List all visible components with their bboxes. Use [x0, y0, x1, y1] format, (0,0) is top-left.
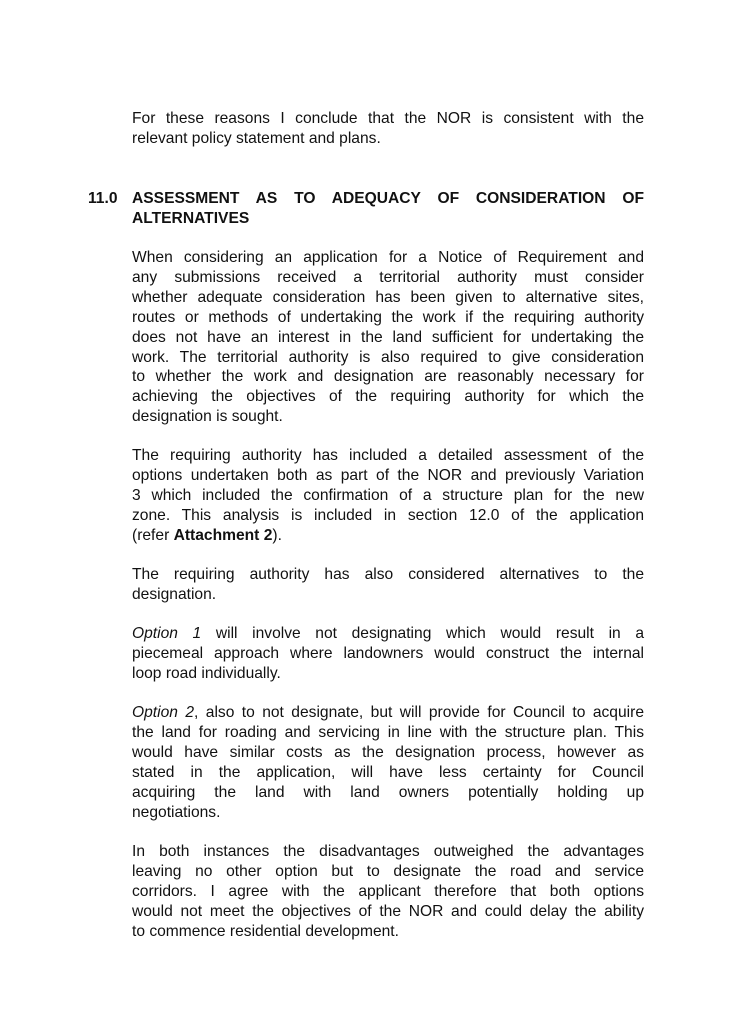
- refer-suffix: ).: [272, 526, 282, 544]
- text-line: [132, 703, 644, 723]
- attachment-reference: Attachment 2: [173, 526, 273, 544]
- text-line: 3 which included the confirmation of a structure plan for the new: [132, 486, 644, 504]
- text-line: the land for roading and servicing in line with the structure plan. This: [132, 723, 644, 741]
- section-title-line: ASSESSMENT AS TO ADEQUACY OF CONSIDERATION OF: [132, 190, 644, 207]
- section-number: 11.0: [88, 190, 118, 207]
- text-line: does not have an interest in the land sufficient for undertaking the: [132, 328, 644, 346]
- text-line: any submissions received a territorial authority must consider: [132, 268, 644, 286]
- paragraph-considering: [132, 248, 644, 427]
- text-line: stated in the application, will have less certainty for Council: [132, 763, 644, 781]
- text-line: [132, 526, 644, 546]
- text-line: designation.: [132, 585, 217, 603]
- text-line: options undertaken both as part of the NOR and previously Variation: [132, 466, 644, 484]
- text-line: When considering an application for a Notice of Requirement and: [132, 249, 644, 266]
- text-line: The requiring authority has included a detailed assessment of the: [132, 447, 644, 464]
- text-line: routes or methods of undertaking the work if the requiring authority: [132, 308, 644, 326]
- text-line: The requiring authority has also considered alternatives to the: [132, 566, 644, 583]
- text-line: For these reasons I conclude that the NOR is consistent with the: [132, 110, 644, 127]
- paragraph-assessment: [132, 446, 644, 546]
- text-line: relevant policy statement and plans.: [132, 129, 381, 147]
- paragraph-alternatives: [132, 565, 644, 605]
- text-line: negotiations.: [132, 803, 221, 821]
- paragraph-conclusion: [132, 842, 644, 942]
- text-line: In both instances the disadvantages outweighed the advantages: [132, 843, 644, 860]
- section-title: [132, 189, 644, 229]
- option-1-label: Option 1: [132, 625, 202, 642]
- text-line: whether adequate consideration has been given to alternative sites,: [132, 288, 644, 306]
- option-1-text: will involve not designating which would result in a: [201, 625, 645, 642]
- text-line: achieving the objectives of the requiring authority for which the: [132, 388, 644, 406]
- text-line: loop road individually.: [132, 664, 281, 682]
- option-2-text: , also to not designate, but will provide for Council to acquire: [194, 704, 644, 721]
- text-line: [132, 624, 644, 644]
- text-line: would have similar costs as the designation process, however as: [132, 743, 644, 761]
- text-line: leaving no other option but to designate the road and service: [132, 862, 644, 880]
- text-line: piecemeal approach where landowners would construct the internal: [132, 644, 644, 662]
- text-line: would not meet the objectives of the NOR and could delay the ability: [132, 902, 644, 920]
- option-2-label: Option 2: [132, 704, 195, 721]
- text-line: to commence residential development.: [132, 922, 399, 940]
- text-line: corridors. I agree with the applicant therefore that both options: [132, 882, 644, 900]
- text-line: acquiring the land with land owners potentially holding up: [132, 783, 644, 801]
- section-title-line: ALTERNATIVES: [132, 209, 250, 227]
- text-line: to whether the work and designation are reasonably necessary for: [132, 368, 644, 386]
- text-line: zone. This analysis is included in section 12.0 of the application: [132, 506, 644, 524]
- text-line: designation is sought.: [132, 408, 283, 426]
- paragraph-option-1: [132, 624, 644, 684]
- intro-paragraph: [132, 109, 644, 149]
- refer-prefix: (refer: [132, 526, 174, 544]
- paragraph-option-2: [132, 703, 644, 822]
- text-line: work. The territorial authority is also required to give consideration: [132, 348, 644, 366]
